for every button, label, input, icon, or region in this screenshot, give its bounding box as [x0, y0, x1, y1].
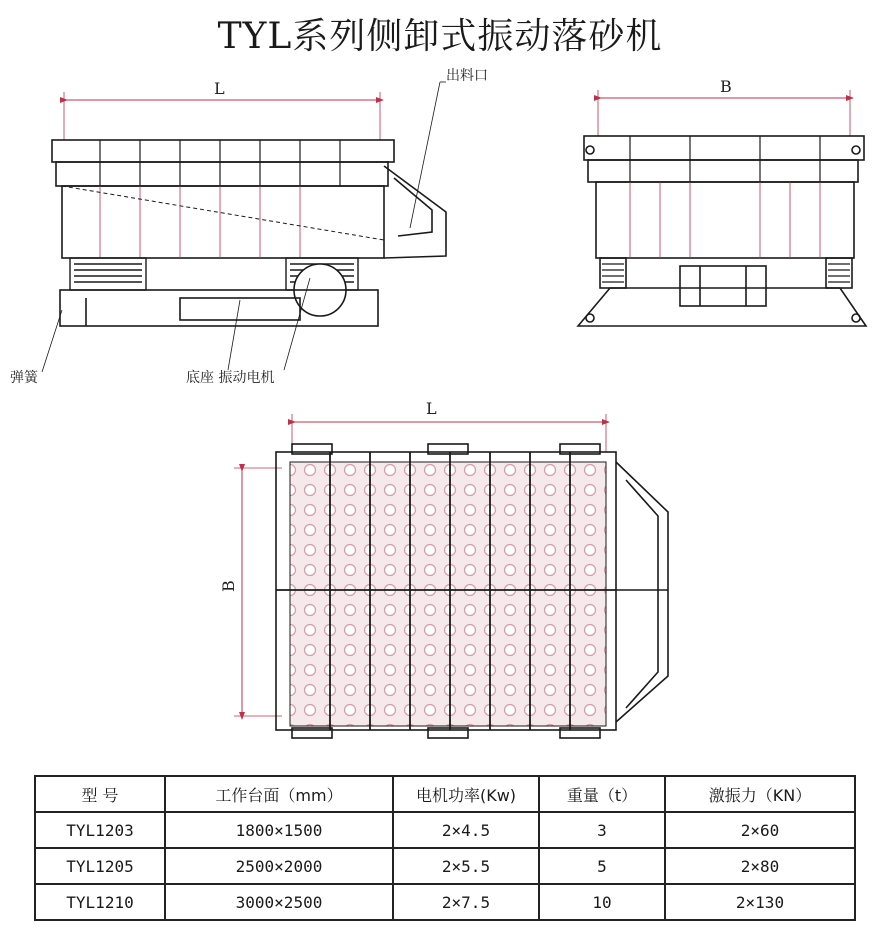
table-row — [35, 848, 855, 884]
top-view — [234, 414, 668, 738]
side-dim-L: L — [214, 79, 225, 98]
spring-label: 弹簧 — [10, 370, 38, 386]
cell-force: 2×60 — [665, 812, 855, 848]
cell-power: 2×5.5 — [393, 848, 539, 884]
end-dim-B: B — [720, 77, 732, 96]
table-row — [35, 884, 855, 920]
col-header: 重量（t） — [539, 776, 665, 812]
cell-model: TYL1210 — [35, 884, 165, 920]
col-header: 激振力（KN） — [665, 776, 855, 812]
side-view — [42, 82, 446, 372]
cell-power: 2×4.5 — [393, 812, 539, 848]
cell-weight: 10 — [539, 884, 665, 920]
cell-force: 2×130 — [665, 884, 855, 920]
base-motor-label: 底座 振动电机 — [186, 370, 275, 386]
end-view — [578, 90, 866, 326]
cell-force: 2×80 — [665, 848, 855, 884]
col-header: 电机功率(Kw) — [393, 776, 539, 812]
cell-surface: 1800×1500 — [165, 812, 393, 848]
cell-surface: 2500×2000 — [165, 848, 393, 884]
cell-model: TYL1205 — [35, 848, 165, 884]
col-header: 型 号 — [35, 776, 165, 812]
table-header-row — [35, 776, 855, 812]
cell-surface: 3000×2500 — [165, 884, 393, 920]
col-header: 工作台面（mm） — [165, 776, 393, 812]
page-title: TYL系列侧卸式振动落砂机 — [217, 16, 663, 57]
cell-power: 2×7.5 — [393, 884, 539, 920]
spec-table — [34, 775, 856, 921]
top-dim-L: L — [426, 399, 437, 418]
cell-weight: 3 — [539, 812, 665, 848]
outlet-label: 出料口 — [446, 68, 488, 84]
cell-model: TYL1203 — [35, 812, 165, 848]
table-row — [35, 812, 855, 848]
top-dim-B: B — [219, 580, 238, 592]
cell-weight: 5 — [539, 848, 665, 884]
